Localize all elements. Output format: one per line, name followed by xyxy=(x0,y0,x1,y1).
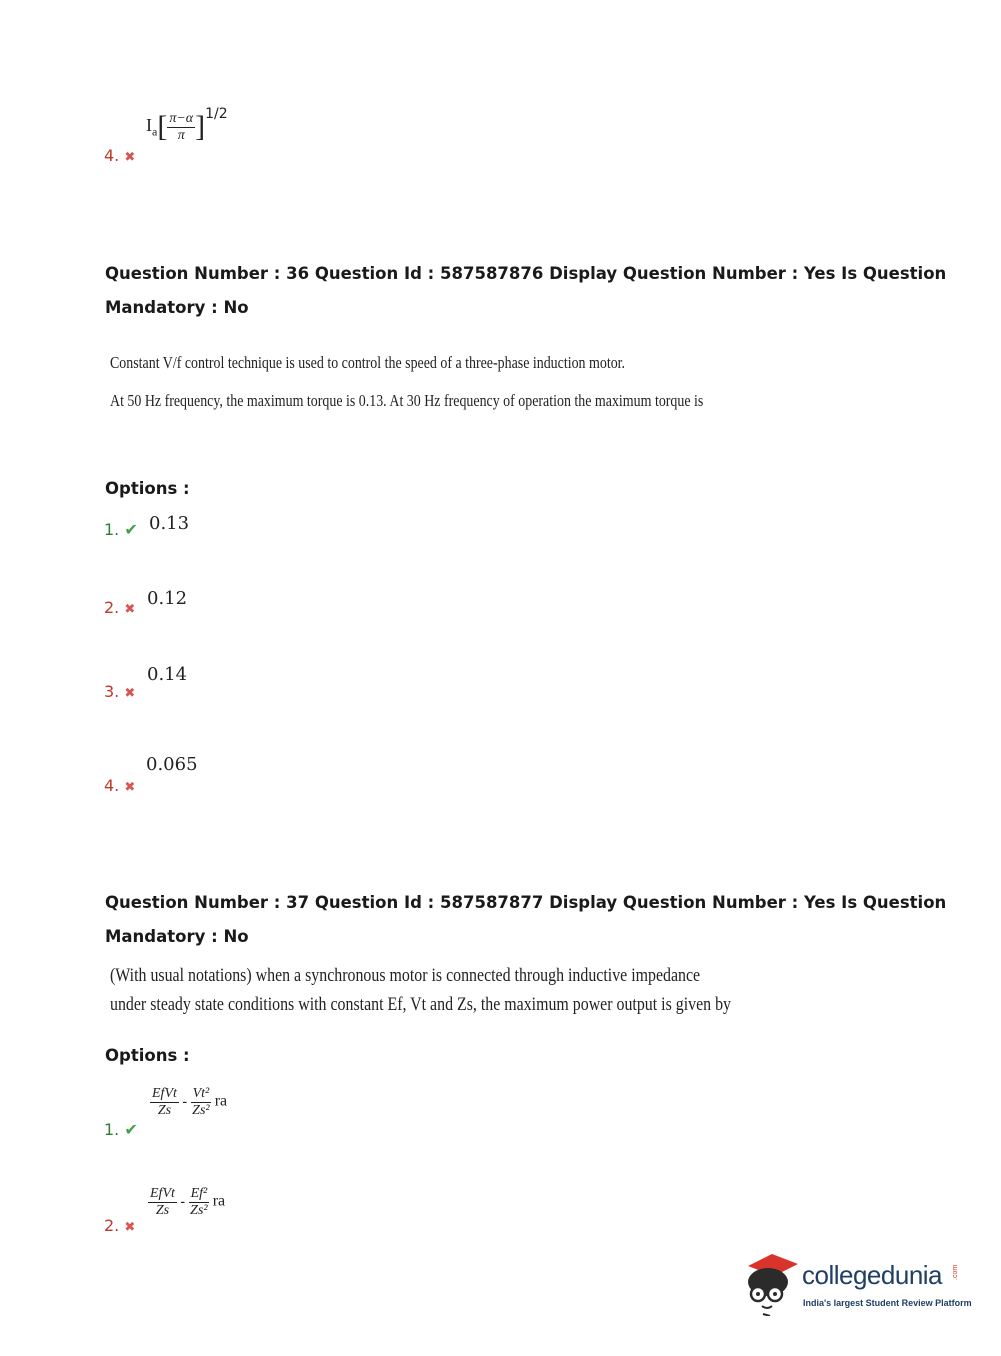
term1-denominator: Zs xyxy=(155,1203,170,1218)
option-number: 1. xyxy=(104,520,120,539)
brand-logo[interactable] xyxy=(742,1250,972,1320)
term-tail: ra xyxy=(212,1192,226,1210)
option-number: 3. xyxy=(104,682,120,701)
option-number: 2. xyxy=(104,598,120,617)
option-number: 4. xyxy=(104,146,120,165)
question-header: Question Number : 36 Question Id : 587587876 Display Question Number : Yes Is Question xyxy=(105,264,947,283)
option-number: 2. xyxy=(104,1216,120,1235)
term2-denominator: Zs² xyxy=(190,1203,208,1218)
formula-base: I xyxy=(146,115,152,136)
option-value: 0.12 xyxy=(147,588,188,609)
options-label: Options : xyxy=(105,1046,190,1065)
option-4-prev xyxy=(104,146,135,165)
option-2 xyxy=(104,1216,135,1235)
term-tail: ra xyxy=(214,1092,228,1110)
option-2 xyxy=(104,598,135,617)
question-header: Question Number : 37 Question Id : 587587877 Display Question Number : Yes Is Question xyxy=(105,893,947,912)
question-stem-line: At 50 Hz frequency, the maximum torque is 0.13. At 30 Hz frequency of operation the maximum torque is xyxy=(110,391,704,410)
option-number: 4. xyxy=(104,776,120,795)
formula-numerator: π−α xyxy=(169,110,194,126)
formula-denominator: π xyxy=(177,127,185,143)
formula-exponent: 1/2 xyxy=(205,106,228,123)
question-header-mandatory: Mandatory : No xyxy=(105,927,249,946)
check-icon: ✔ xyxy=(124,520,138,539)
term2-numerator: Vt² xyxy=(192,1086,210,1101)
check-icon: ✔ xyxy=(124,1120,138,1139)
brand-com: .com xyxy=(952,1264,959,1280)
option-formula: $I_a$[ $\frac{\pi-\alpha}{\pi}$ ]$^{1/2}$ xyxy=(146,106,228,143)
formula-sub: a xyxy=(152,124,158,139)
term1-numerator: EfVt xyxy=(152,1086,177,1101)
option-number: 1. xyxy=(104,1120,120,1139)
cross-icon: ✖ xyxy=(124,602,136,617)
term2-numerator: Ef² xyxy=(190,1186,208,1201)
cross-icon: ✖ xyxy=(124,1220,136,1235)
cross-icon: ✖ xyxy=(124,150,136,165)
option-formula: $\frac{\text{EfVt}}{Zs}$ - $\frac{\text{Vt²}}{\text{Zs²}}$ ra xyxy=(152,1086,228,1118)
brand-tagline: India's largest Student Review Platform xyxy=(803,1298,972,1308)
option-1 xyxy=(104,520,138,539)
term1-denominator: Zs xyxy=(157,1103,172,1118)
term1-numerator: EfVt xyxy=(150,1186,175,1201)
option-formula: $\frac{\text{EfVt}}{Zs}$ - $\frac{\text{Ef²}}{\text{Zs²}}$ ra xyxy=(150,1186,226,1218)
question-stem-line: (With usual notations) when a synchronous motor is connected through inductive impedance xyxy=(110,966,701,986)
option-value: 0.065 xyxy=(146,754,198,775)
option-1 xyxy=(104,1120,138,1139)
question-stem-line: Constant V/f control technique is used to control the speed of a three-phase induction motor. xyxy=(110,353,626,372)
option-value: 0.13 xyxy=(149,513,190,534)
brand-name: collegedunia xyxy=(802,1260,943,1290)
option-3 xyxy=(104,682,135,701)
option-value: 0.14 xyxy=(147,664,188,685)
option-4 xyxy=(104,776,135,795)
question-stem-line: under steady state conditions with constant Ef, Vt and Zs, the maximum power output is given by xyxy=(110,995,731,1015)
mascot-icon xyxy=(742,1250,802,1316)
question-header-mandatory: Mandatory : No xyxy=(105,298,249,317)
term2-denominator: Zs² xyxy=(192,1103,210,1118)
options-label: Options : xyxy=(105,479,190,498)
cross-icon: ✖ xyxy=(124,780,136,795)
cross-icon: ✖ xyxy=(124,686,136,701)
